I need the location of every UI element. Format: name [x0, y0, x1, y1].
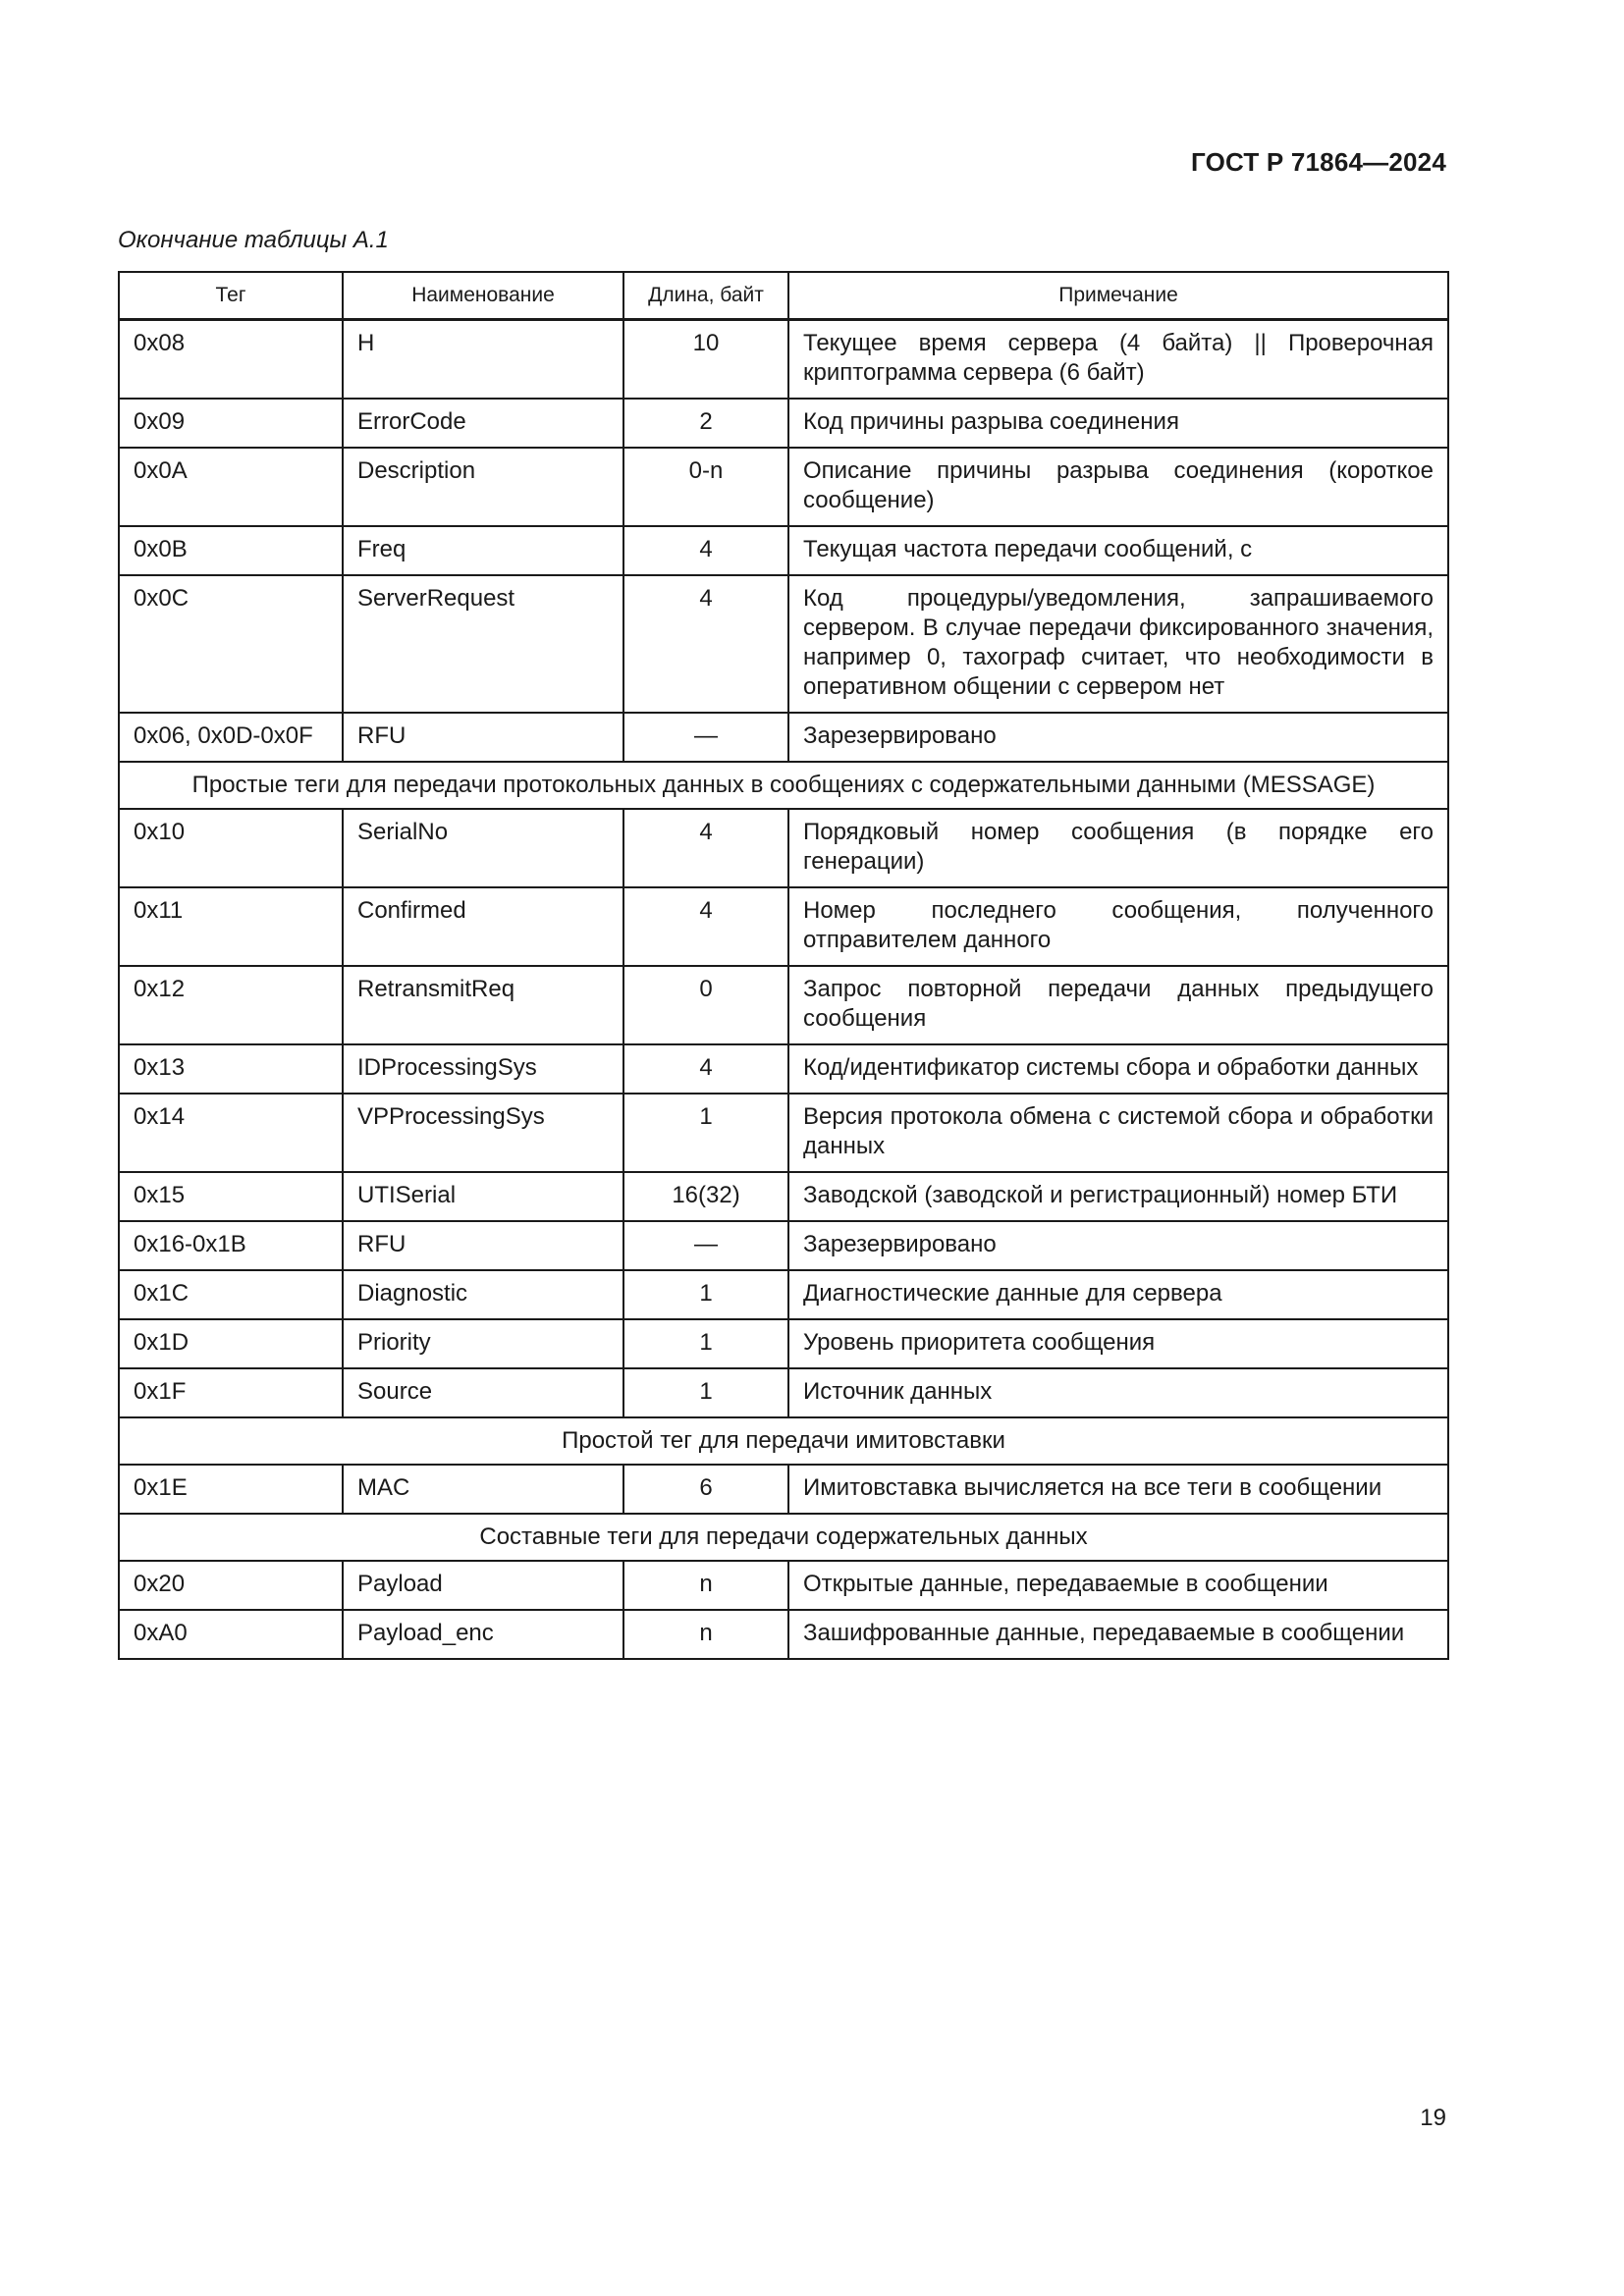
cell-tag: 0x11 — [119, 887, 343, 966]
table-row — [119, 809, 1448, 887]
cell-note: Запрос повторной передачи данных предыдущего сообщения — [788, 966, 1448, 1044]
cell-name: Priority — [343, 1319, 623, 1368]
cell-tag: 0x12 — [119, 966, 343, 1044]
section-row — [119, 1514, 1448, 1561]
cell-tag: 0x0A — [119, 448, 343, 526]
cell-note: Номер последнего сообщения, полученного отправителем данного — [788, 887, 1448, 966]
cell-name: H — [343, 320, 623, 400]
cell-tag: 0x08 — [119, 320, 343, 400]
cell-length: n — [623, 1561, 788, 1610]
cell-length: 4 — [623, 1044, 788, 1094]
cell-name: ServerRequest — [343, 575, 623, 713]
table-row — [119, 887, 1448, 966]
cell-tag: 0x0B — [119, 526, 343, 575]
section-row — [119, 762, 1448, 809]
cell-length: 1 — [623, 1368, 788, 1417]
cell-name: Confirmed — [343, 887, 623, 966]
cell-note: Зарезервировано — [788, 1221, 1448, 1270]
cell-length: 1 — [623, 1094, 788, 1172]
cell-tag: 0x0C — [119, 575, 343, 713]
cell-tag: 0x1C — [119, 1270, 343, 1319]
table-row — [119, 448, 1448, 526]
cell-note: Код/идентификатор системы сбора и обработки данных — [788, 1044, 1448, 1094]
section-row — [119, 1417, 1448, 1465]
cell-tag: 0x1D — [119, 1319, 343, 1368]
cell-tag: 0x15 — [119, 1172, 343, 1221]
cell-length: 1 — [623, 1270, 788, 1319]
cell-tag: 0x06, 0x0D-0x0F — [119, 713, 343, 762]
cell-length: 10 — [623, 320, 788, 400]
cell-name: Description — [343, 448, 623, 526]
table-row — [119, 713, 1448, 762]
table-row — [119, 1172, 1448, 1221]
section-title: Составные теги для передачи содержательных данных — [119, 1514, 1448, 1561]
cell-name: RFU — [343, 713, 623, 762]
cell-tag: 0x1E — [119, 1465, 343, 1514]
tag-table — [118, 271, 1449, 1660]
cell-note: Источник данных — [788, 1368, 1448, 1417]
cell-tag: 0x20 — [119, 1561, 343, 1610]
table-row — [119, 1368, 1448, 1417]
cell-note: Описание причины разрыва соединения (короткое сообщение) — [788, 448, 1448, 526]
header-tag: Тег — [119, 272, 343, 320]
cell-length: — — [623, 1221, 788, 1270]
cell-name: Source — [343, 1368, 623, 1417]
cell-tag: 0xA0 — [119, 1610, 343, 1659]
cell-length: 1 — [623, 1319, 788, 1368]
cell-name: VPProcessingSys — [343, 1094, 623, 1172]
cell-name: UTISerial — [343, 1172, 623, 1221]
page-number: 19 — [1420, 2105, 1446, 2131]
header-name: Наименование — [343, 272, 623, 320]
header-note: Примечание — [788, 272, 1448, 320]
table-row — [119, 399, 1448, 448]
cell-name: RFU — [343, 1221, 623, 1270]
cell-note: Порядковый номер сообщения (в порядке его генерации) — [788, 809, 1448, 887]
cell-note: Код причины разрыва соединения — [788, 399, 1448, 448]
cell-name: MAC — [343, 1465, 623, 1514]
cell-tag: 0x14 — [119, 1094, 343, 1172]
cell-note: Текущая частота передачи сообщений, с — [788, 526, 1448, 575]
cell-tag: 0x16-0x1B — [119, 1221, 343, 1270]
section-title: Простые теги для передачи протокольных данных в сообщениях с содержательными данными (MESSAGE) — [119, 762, 1448, 809]
cell-length: 4 — [623, 575, 788, 713]
cell-length: 0 — [623, 966, 788, 1044]
cell-name: ErrorCode — [343, 399, 623, 448]
cell-note: Код процедуры/уведомления, запрашиваемого сервером. В случае передачи фиксированного значения, например 0, тахограф считает, что необходимости в оперативном общении с сервером нет — [788, 575, 1448, 713]
table-row — [119, 575, 1448, 713]
cell-note: Версия протокола обмена с системой сбора и обработки данных — [788, 1094, 1448, 1172]
table-header-row — [119, 272, 1448, 320]
table-row — [119, 526, 1448, 575]
cell-tag: 0x09 — [119, 399, 343, 448]
document-code: ГОСТ Р 71864—2024 — [1191, 147, 1446, 177]
cell-note: Диагностические данные для сервера — [788, 1270, 1448, 1319]
cell-name: Payload — [343, 1561, 623, 1610]
table-row — [119, 1270, 1448, 1319]
cell-length: 16(32) — [623, 1172, 788, 1221]
table-row — [119, 1044, 1448, 1094]
section-title: Простой тег для передачи имитовставки — [119, 1417, 1448, 1465]
cell-tag: 0x10 — [119, 809, 343, 887]
cell-length: n — [623, 1610, 788, 1659]
cell-note: Заводской (заводской и регистрационный) номер БТИ — [788, 1172, 1448, 1221]
table-row — [119, 1610, 1448, 1659]
cell-length: 4 — [623, 809, 788, 887]
table-row — [119, 1221, 1448, 1270]
table-row — [119, 1561, 1448, 1610]
table-row — [119, 1465, 1448, 1514]
table-row — [119, 966, 1448, 1044]
table-caption: Окончание таблицы А.1 — [118, 227, 389, 253]
header-length: Длина, байт — [623, 272, 788, 320]
cell-length: 4 — [623, 526, 788, 575]
cell-note: Открытые данные, передаваемые в сообщении — [788, 1561, 1448, 1610]
cell-name: RetransmitReq — [343, 966, 623, 1044]
cell-note: Имитовставка вычисляется на все теги в сообщении — [788, 1465, 1448, 1514]
cell-name: Freq — [343, 526, 623, 575]
cell-length: 0-n — [623, 448, 788, 526]
cell-name: Diagnostic — [343, 1270, 623, 1319]
table-row — [119, 1094, 1448, 1172]
cell-name: SerialNo — [343, 809, 623, 887]
cell-note: Зашифрованные данные, передаваемые в сообщении — [788, 1610, 1448, 1659]
cell-length: — — [623, 713, 788, 762]
cell-tag: 0x13 — [119, 1044, 343, 1094]
cell-length: 4 — [623, 887, 788, 966]
cell-name: Payload_enc — [343, 1610, 623, 1659]
cell-length: 6 — [623, 1465, 788, 1514]
cell-tag: 0x1F — [119, 1368, 343, 1417]
cell-note: Текущее время сервера (4 байта) || Проверочная криптограмма сервера (6 байт) — [788, 320, 1448, 400]
table-row — [119, 320, 1448, 400]
table-row — [119, 1319, 1448, 1368]
cell-name: IDProcessingSys — [343, 1044, 623, 1094]
cell-length: 2 — [623, 399, 788, 448]
cell-note: Уровень приоритета сообщения — [788, 1319, 1448, 1368]
cell-note: Зарезервировано — [788, 713, 1448, 762]
